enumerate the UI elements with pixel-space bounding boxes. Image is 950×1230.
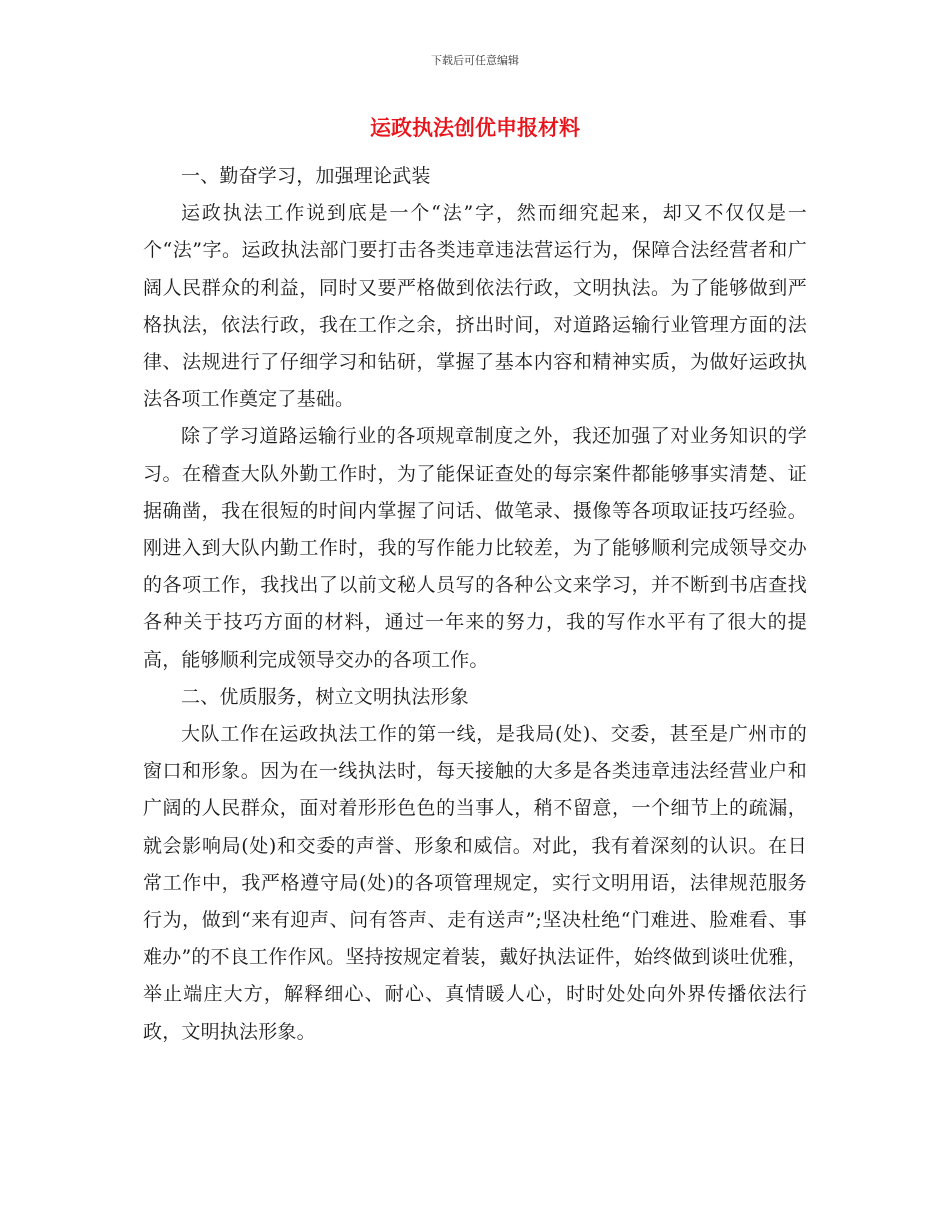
page-header-note: 下载后可任意编辑 [431, 54, 519, 67]
document-title: 运政执法创优申报材料 [370, 116, 580, 140]
section-heading-1: 一、勤奋学习，加强理论武装 [181, 165, 431, 187]
document-body [143, 158, 807, 1051]
section-heading-2: 二、优质服务，树立文明执法形象 [181, 685, 470, 708]
paragraph: 大队工作在运政执法工作的第一线，是我局(处)、交委，甚至是广州市的窗口和形象。因为在一线执法时，每天接触的大多是各类违章违法经营业户和广阔的人民群众，面对着形形色色的当事人，稍不留意，一个细节上的疏漏，就会影响局(处)和交委的声誉、形象和威信。对此，我有着深刻的认识。在日常工作中，我严格遵守局(处)的各项管理规定，实行文明用语，法律规范服务行为，做到“来有迎声、问有答声、走有送声”;坚决杜绝“门难进、脸难看、事难办”的不良工作作风。坚持按规定着装，戴好执法证件，始终做到谈吐优雅，举止端庄大方，解释细心、耐心、真情暖人心，时时处处向外界传播依法行政，文明执法形象。 [143, 723, 807, 1043]
paragraph: 运政执法工作说到底是一个“法”字，然而细究起来，却又不仅仅是一个“法”字。运政执法部门要打击各类违章违法营运行为，保障合法经营者和广阔人民群众的利益，同时又要严格做到依法行政，文明执法。为了能够做到严格执法，依法行政，我在工作之余，挤出时间，对道路运输行业管理方面的法律、法规进行了仔细学习和钻研，掌握了基本内容和精神实质，为做好运政执法各项工作奠定了基础。 [143, 202, 807, 411]
paragraph: 除了学习道路运输行业的各项规章制度之外，我还加强了对业务知识的学习。在稽查大队外勤工作时，为了能保证查处的每宗案件都能够事实清楚、证据确凿，我在很短的时间内掌握了问话、做笔录、摄像等各项取证技巧经验。刚进入到大队内勤工作时，我的写作能力比较差，为了能够顺利完成领导交办的各项工作，我找出了以前文秘人员写的各种公文来学习，并不断到书店查找各种关于技巧方面的材料，通过一年来的努力，我的写作水平有了很大的提高，能够顺利完成领导交办的各项工作。 [143, 425, 807, 671]
